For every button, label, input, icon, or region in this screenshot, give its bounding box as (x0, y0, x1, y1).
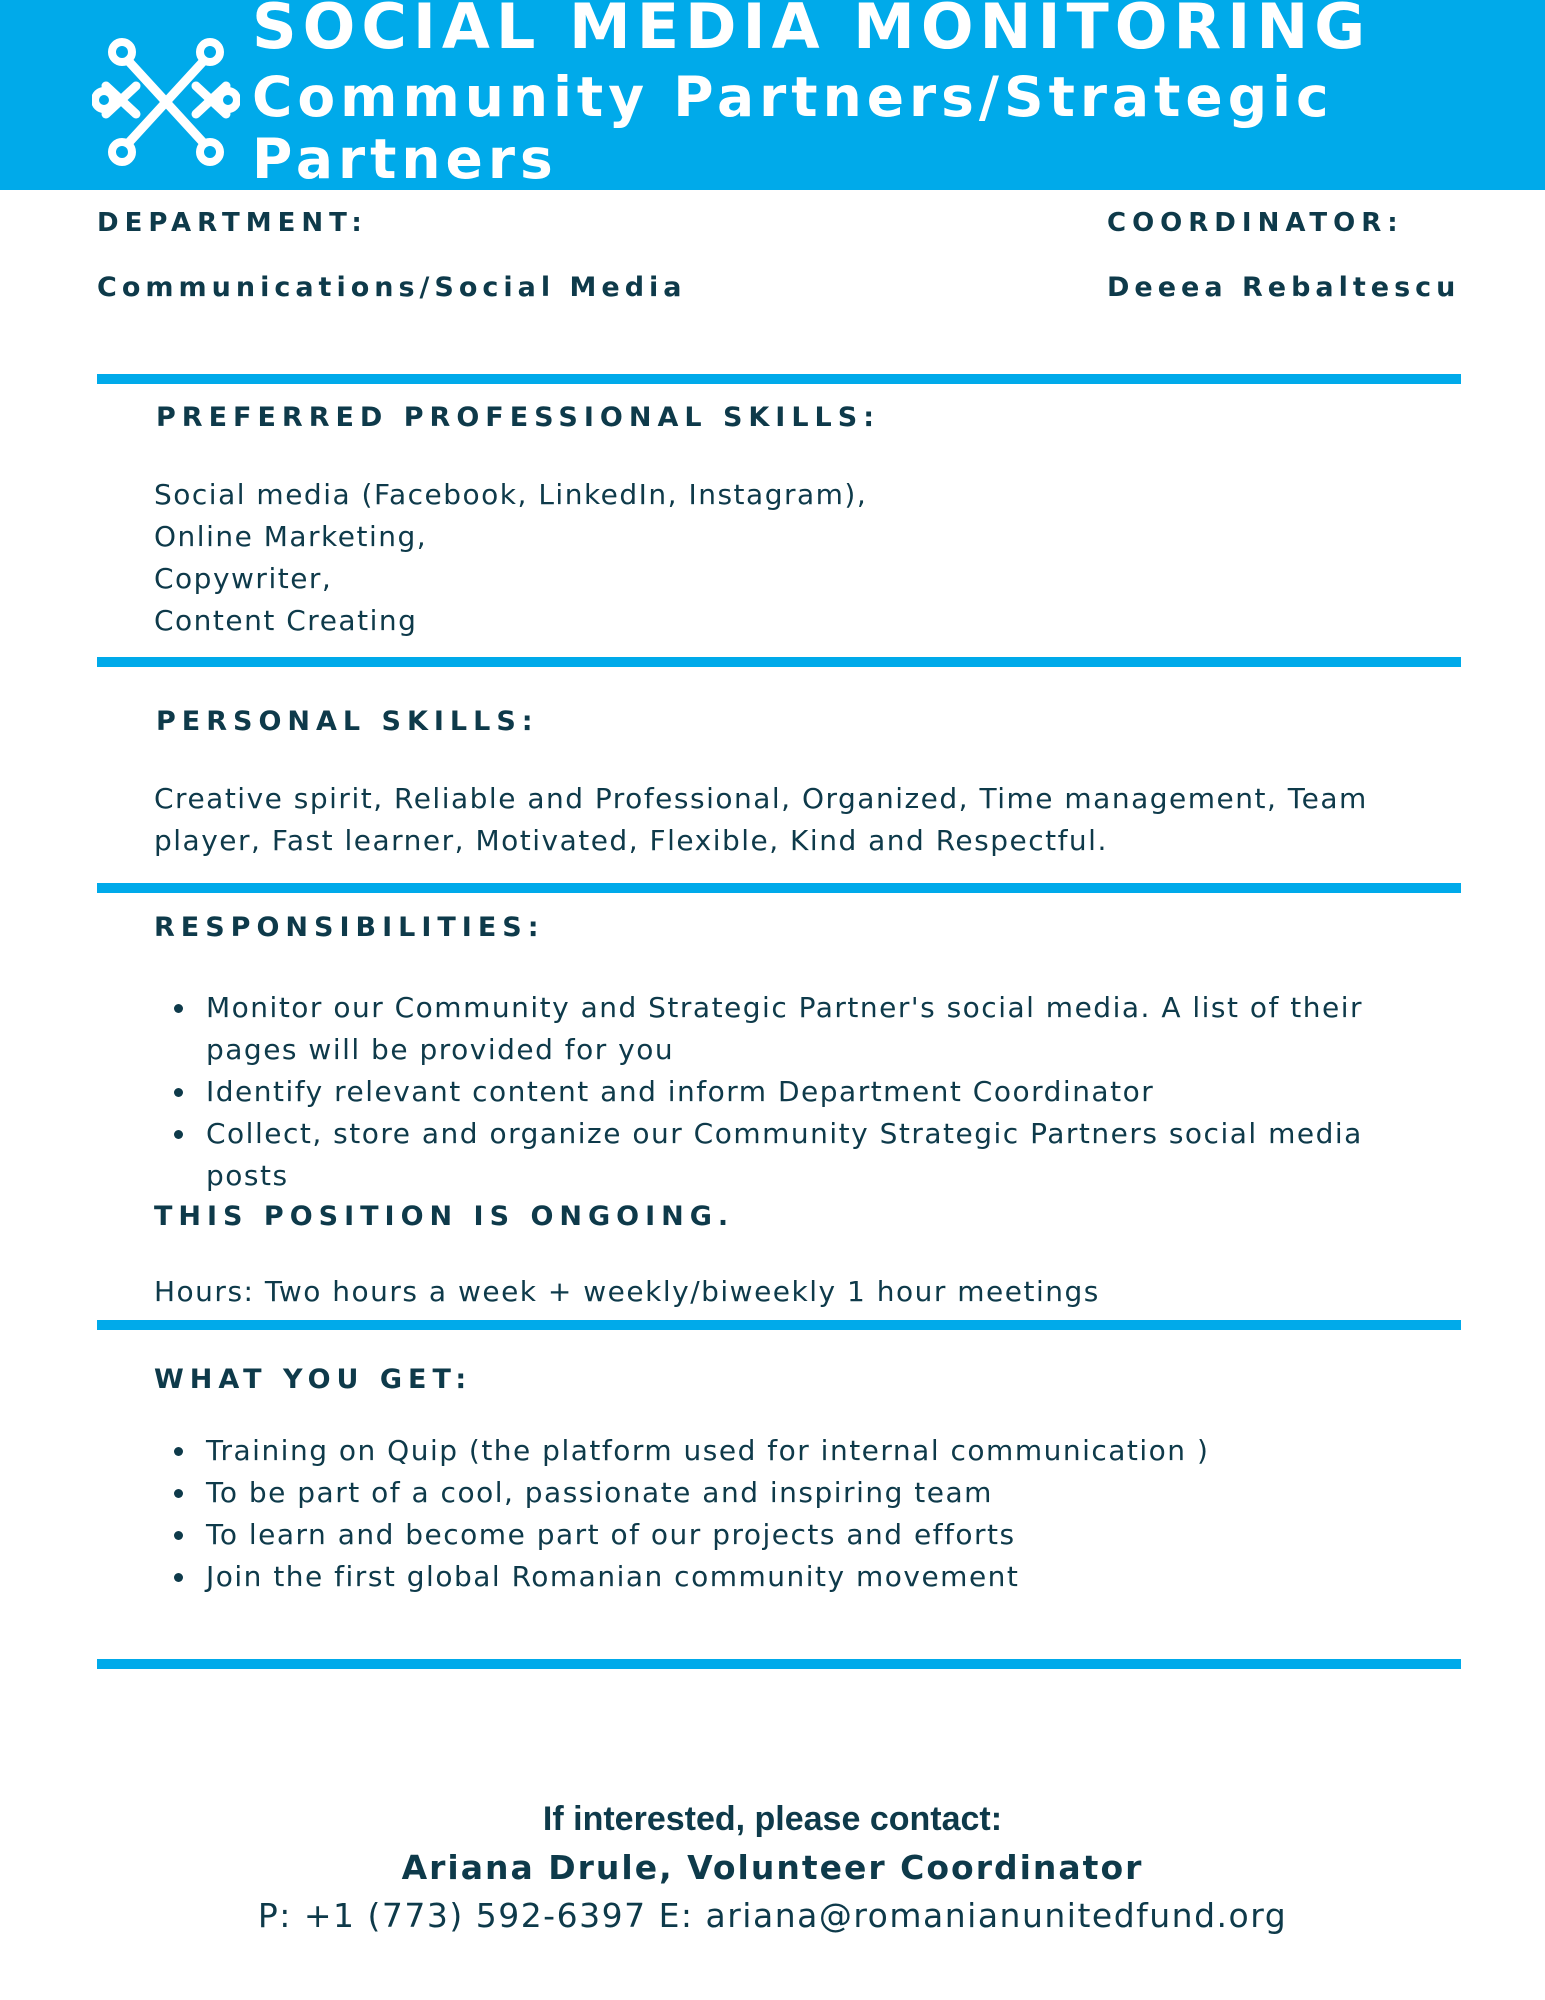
list-item: Content Creating (154, 604, 418, 637)
section-divider (97, 374, 1461, 384)
hours-text: Hours: Two hours a week + weekly/biweekly 1 hour meetings (154, 1275, 1100, 1308)
list-item: Collect, store and organize our Community Strategic Partners social media posts (206, 1113, 1363, 1197)
personal-skills-title: PERSONAL SKILLS: (156, 706, 539, 737)
list-item: To be part of a cool, passionate and inspiring team (206, 1472, 1209, 1514)
list-item: Monitor our Community and Strategic Partner's social media. A list of their pages will be provided for you (206, 987, 1363, 1071)
list-item: Training on Quip (the platform used for internal communication ) (206, 1430, 1209, 1472)
personal-skills-text (154, 778, 1368, 862)
page-title: SOCIAL MEDIA MONITORING (252, 0, 1372, 63)
benefits-list (154, 1430, 1209, 1598)
coordinator-value: Deeea Rebaltescu (1107, 272, 1461, 303)
contact-name: Ariana Drule, Volunteer Coordinator (401, 1848, 1144, 1887)
header-banner (0, 0, 1545, 190)
page-subtitle-line1: Community Partners/Strategic (252, 65, 1334, 129)
list-item: Online Marketing, (154, 520, 428, 553)
list-item: To learn and become part of our projects and efforts (206, 1514, 1209, 1556)
text-line: player, Fast learner, Motivated, Flexible, Kind and Respectful. (154, 824, 1108, 857)
responsibilities-list (154, 987, 1363, 1197)
list-item: Join the first global Romanian community movement (206, 1556, 1209, 1598)
contact-details: P: +1 (773) 592-6397 E: ariana@romanianunitedfund.org (257, 1896, 1288, 1935)
coordinator-label: COORDINATOR: (1107, 208, 1404, 238)
section-divider (97, 1320, 1461, 1330)
contact-heading: If interested, please contact: (542, 1800, 1003, 1838)
position-ongoing-title: THIS POSITION IS ONGOING. (154, 1201, 735, 1232)
section-divider (97, 1659, 1461, 1669)
list-item: Copywriter, (154, 562, 333, 595)
department-label: DEPARTMENT: (97, 208, 368, 238)
professional-skills-title: PREFERRED PROFESSIONAL SKILLS: (156, 402, 881, 433)
professional-skills-list (154, 474, 867, 642)
benefits-title: WHAT YOU GET: (154, 1364, 473, 1395)
list-item: Social media (Facebook, LinkedIn, Instagram), (154, 478, 868, 511)
responsibilities-title: RESPONSIBILITIES: (154, 912, 545, 943)
section-divider (97, 657, 1461, 667)
department-value: Communications/Social Media (97, 272, 687, 303)
section-divider (97, 883, 1461, 893)
list-item: Identify relevant content and inform Department Coordinator (206, 1071, 1363, 1113)
text-line: Creative spirit, Reliable and Professional, Organized, Time management, Team (154, 782, 1368, 815)
cross-bones-logo-icon (92, 28, 240, 176)
page-subtitle-line2: Partners (252, 127, 558, 191)
